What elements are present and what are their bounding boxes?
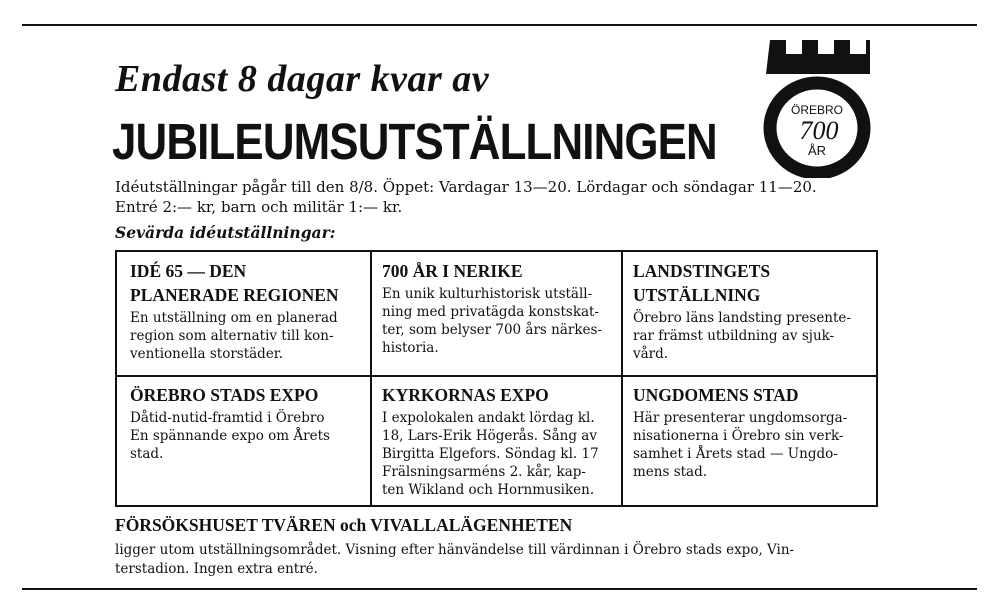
cell-text-line: ten Wikland och Hornmusiken.: [382, 482, 595, 498]
cell-text-line: samhet i Årets stad — Ungdo-: [633, 446, 838, 462]
cell-title: [382, 383, 618, 407]
cell-title-line: UTSTÄLLNING: [633, 285, 761, 305]
crown-shape: [766, 40, 870, 74]
cell-text-line: Här presenterar ungdomsorga-: [633, 410, 848, 426]
cell-title-line: UNGDOMENS STAD: [633, 385, 799, 405]
cell-title-line: KYRKORNAS EXPO: [382, 385, 549, 405]
footer-text-line: ligger utom utställningsområdet. Visning efter hänvändelse till värdinnan i Örebro stads expo, Vin-: [115, 542, 795, 558]
exhibition-cell-kyrkornas-expo: [382, 383, 618, 499]
cell-title-line: PLANERADE REGIONEN: [130, 285, 339, 305]
logo-years-text: ÅR: [807, 143, 827, 158]
logo-city-text: ÖREBRO: [790, 103, 844, 117]
exhibition-grid: [115, 250, 878, 507]
admission-line: Entré 2:— kr, barn och militär 1:— kr.: [115, 198, 403, 216]
logo-number-text: 700: [799, 116, 839, 145]
page-title: JUBILEUMSUTSTÄLLNINGEN: [112, 113, 717, 170]
crown-o-emblem-icon: [762, 38, 872, 178]
cell-title-line: IDÉ 65 — DEN: [130, 261, 247, 281]
cell-text-line: En unik kulturhistorisk utställ-: [382, 286, 593, 302]
cell-title: [130, 383, 366, 407]
footer-text-line: terstadion. Ingen extra entré.: [115, 561, 318, 577]
cell-text-line: nisationerna i Örebro sin verk-: [633, 428, 844, 444]
cell-text-line: Birgitta Elgefors. Söndag kl. 17: [382, 446, 599, 462]
grid-divider-vertical: [621, 252, 623, 505]
cell-text-line: vård.: [633, 346, 669, 362]
cell-text-line: I expolokalen andakt lördag kl.: [382, 410, 595, 426]
grid-divider-horizontal: [117, 375, 876, 377]
cell-text-line: stad.: [130, 446, 164, 462]
cell-text-line: Dåtid-nutid-framtid i Örebro: [130, 410, 325, 426]
section-subhead: Sevärda idéutställningar:: [115, 223, 336, 242]
cell-title-line: ÖREBRO STADS EXPO: [130, 385, 319, 405]
cell-text-line: historia.: [382, 340, 439, 356]
cell-text-line: ventionella storstäder.: [130, 346, 284, 362]
cell-title-line: 700 ÅR I NERIKE: [382, 261, 523, 281]
cell-description: [633, 309, 869, 363]
cell-description: [130, 409, 366, 463]
footer-text: [115, 541, 895, 579]
cell-text-line: mens stad.: [633, 464, 708, 480]
cell-title: [633, 259, 869, 307]
cell-title: [633, 383, 869, 407]
headline: Endast 8 dagar kvar av: [115, 58, 490, 100]
grid-divider-vertical: [370, 252, 372, 505]
exhibition-cell-ide65: [130, 259, 366, 363]
opening-hours-line: Idéutställningar pågår till den 8/8. Öppet: Vardagar 13—20. Lördagar och söndagar 11—20.: [115, 178, 817, 196]
cell-title: [130, 259, 366, 307]
cell-text-line: En spännande expo om Årets: [130, 428, 330, 444]
cell-text-line: Frälsningsarméns 2. kår, kap-: [382, 464, 586, 480]
cell-description: [130, 309, 366, 363]
cell-description: [633, 409, 869, 481]
cell-title: [382, 259, 618, 283]
cell-description: [382, 285, 618, 357]
cell-title-line: LANDSTINGETS: [633, 261, 771, 281]
cell-description: [382, 409, 618, 499]
footer-title: FÖRSÖKSHUSET TVÄREN och VIVALLALÄGENHETEN: [115, 515, 573, 535]
cell-text-line: 18, Lars-Erik Högerås. Sång av: [382, 428, 597, 444]
exhibition-cell-orebro-stads-expo: [130, 383, 366, 463]
cell-text-line: rar främst utbildning av sjuk-: [633, 328, 835, 344]
cell-text-line: ning med privatägda konstskat-: [382, 304, 600, 320]
cell-text-line: ter, som belyser 700 års närkes-: [382, 322, 602, 338]
cell-text-line: Örebro läns landsting presente-: [633, 310, 851, 326]
cell-text-line: En utställning om en planerad: [130, 310, 338, 326]
exhibition-cell-ungdomens-stad: [633, 383, 869, 481]
exhibition-cell-landstinget: [633, 259, 869, 363]
cell-text-line: region som alternativ till kon-: [130, 328, 334, 344]
opening-info: [115, 177, 835, 217]
exhibition-cell-700-ar: [382, 259, 618, 357]
